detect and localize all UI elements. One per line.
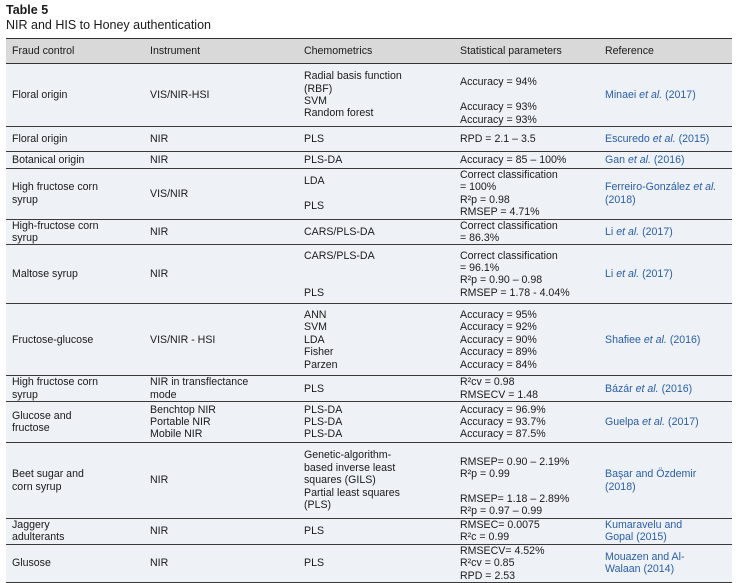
chemometrics-cell-line: PLS	[304, 557, 325, 570]
chemometrics-cell-line: Fisher	[304, 346, 334, 359]
instrument-cell-line: NIR	[150, 557, 169, 570]
fraud-control-cell	[6, 376, 144, 402]
fraud-control-cell-line: Floral origin	[12, 132, 68, 145]
statistical-parameters-cell-line: Correct classification	[460, 169, 558, 182]
chemometrics-cell	[298, 169, 454, 220]
statistical-parameters-cell	[454, 376, 599, 402]
chemometrics-cell-line: based inverse least	[304, 461, 396, 474]
statistical-parameters-cell-line: R²p = 0.90 – 0.98	[460, 274, 543, 287]
statistical-parameters-cell	[454, 304, 599, 376]
statistical-parameters-cell-line: R²cv = 0.98	[460, 376, 515, 389]
chemometrics-cell-line: PLS	[304, 525, 325, 538]
statistical-parameters-cell	[454, 127, 599, 152]
instrument-cell	[144, 544, 298, 582]
reference-cell	[599, 245, 732, 304]
reference-year: (2017)	[665, 88, 696, 101]
header-fraud-control: Fraud control	[6, 39, 144, 64]
chemometrics-cell-line: SVM	[304, 95, 327, 108]
reference-etal: et al.	[643, 333, 667, 346]
statistical-parameters-cell-line: RMSEP= 0.90 – 2.19%	[460, 455, 570, 468]
reference-etal: et al.	[639, 88, 663, 101]
instrument-cell	[144, 245, 298, 304]
chemometrics-cell-line	[304, 274, 450, 286]
statistical-parameters-cell-line: Accuracy = 96.9%	[460, 403, 546, 416]
reference-etal: et al.	[627, 153, 651, 166]
instrument-cell-line: NIR in transflectance	[150, 376, 249, 389]
chemometrics-cell-line: PLS-DA	[304, 153, 343, 166]
reference-author: Gan	[605, 153, 626, 166]
fraud-control-cell-line: High-fructose corn	[12, 219, 99, 232]
statistical-parameters-cell-line: R²p = 0.99	[460, 468, 510, 481]
chemometrics-cell-line: SVM	[304, 321, 327, 334]
statistical-parameters-cell	[454, 443, 599, 518]
table-label: Table 5	[6, 3, 49, 17]
table-row	[6, 169, 732, 220]
chemometrics-cell-line: PLS-DA	[304, 403, 343, 416]
reference-etal: et al.	[642, 416, 666, 429]
statistical-parameters-cell-line: Accuracy = 94%	[460, 76, 537, 89]
chemometrics-cell	[298, 376, 454, 402]
statistical-parameters-cell	[454, 518, 599, 544]
fraud-control-cell-line: fructose	[12, 422, 50, 435]
statistical-parameters-cell-line: = 86.3%	[460, 232, 500, 245]
fraud-control-cell-line: Beet sugar and	[12, 468, 84, 481]
reference-year: (2017)	[668, 416, 699, 429]
chemometrics-cell-line: (RBF)	[304, 82, 333, 95]
table-row	[6, 544, 732, 582]
instrument-cell-line: VIS/NIR-HSI	[150, 88, 210, 101]
chemometrics-cell-line: Radial basis function	[304, 70, 402, 83]
statistical-parameters-cell-line: Accuracy = 93%	[460, 101, 537, 114]
reference-author: Kumaravelu and	[605, 518, 683, 531]
fraud-control-cell-line: corn syrup	[12, 480, 62, 493]
instrument-cell-line: VIS/NIR - HSI	[150, 333, 216, 346]
statistical-parameters-cell-line: = 100%	[460, 181, 497, 194]
reference-year: (2018)	[605, 193, 636, 206]
reference-cell	[599, 304, 732, 376]
statistical-parameters-cell	[454, 152, 599, 169]
statistical-parameters-cell	[454, 245, 599, 304]
fraud-control-cell-line: Fructose-glucose	[12, 333, 94, 346]
fraud-control-cell-line: Botanical origin	[12, 153, 85, 166]
fraud-control-cell-line: Jaggery	[12, 518, 50, 531]
instrument-cell	[144, 443, 298, 518]
instrument-cell-line: NIR	[150, 153, 169, 166]
statistical-parameters-cell-line	[460, 443, 595, 455]
instrument-cell-line: NIR	[150, 268, 169, 281]
reference-author: Guelpa	[605, 416, 640, 429]
chemometrics-cell	[298, 304, 454, 376]
reference-year: (2016)	[661, 382, 693, 395]
instrument-cell	[144, 127, 298, 152]
instrument-cell-line: NIR	[150, 132, 169, 145]
table-body	[6, 64, 732, 583]
statistical-parameters-cell-line: RMSECV = 1.48	[460, 388, 539, 401]
statistical-parameters-cell-line	[460, 64, 595, 76]
statistical-parameters-cell-line: R²cv = 0.85	[460, 557, 515, 570]
chemometrics-cell-line: squares (GILS)	[304, 474, 376, 487]
table-caption	[6, 3, 211, 33]
table-row	[6, 64, 732, 127]
instrument-cell-line: NIR	[150, 525, 169, 538]
chemometrics-cell-line: PLS	[304, 200, 325, 213]
statistical-parameters-cell-line: = 96.1%	[460, 262, 500, 275]
statistical-parameters-cell	[454, 544, 599, 582]
reference-author: Mouazen and Al-	[605, 550, 685, 563]
reference-year: Gopal (2015)	[605, 531, 667, 544]
chemometrics-cell	[298, 64, 454, 127]
statistical-parameters-cell-line: Accuracy = 84%	[460, 358, 537, 371]
reference-cell	[599, 518, 732, 544]
reference-cell	[599, 402, 732, 443]
fraud-control-cell-line: syrup	[12, 388, 38, 401]
fraud-control-cell	[6, 518, 144, 544]
instrument-cell	[144, 402, 298, 443]
table-row	[6, 245, 732, 304]
instrument-cell-line: Portable NIR	[150, 416, 211, 429]
instrument-cell-line: Benchtop NIR	[150, 403, 216, 416]
statistical-parameters-cell-line: R²c = 0.99	[460, 531, 510, 544]
reference-etal: et al.	[652, 132, 676, 145]
chemometrics-cell-line: CARS/PLS-DA	[304, 249, 375, 262]
statistical-parameters-cell-line: Accuracy = 89%	[460, 346, 537, 359]
reference-etal: et al.	[693, 181, 717, 194]
statistical-parameters-cell	[454, 64, 599, 127]
instrument-cell	[144, 169, 298, 220]
statistical-parameters-cell-line: RMSEP = 1.78 - 4.04%	[460, 286, 570, 299]
chemometrics-cell-line: LDA	[304, 175, 325, 188]
header-reference: Reference	[599, 39, 732, 64]
reference-year: (2017)	[642, 268, 673, 281]
honey-authentication-table	[6, 38, 732, 583]
fraud-control-cell	[6, 219, 144, 245]
statistical-parameters-cell-line: RMSEP = 4.71%	[460, 206, 540, 219]
instrument-cell-line: Mobile NIR	[150, 428, 203, 441]
chemometrics-cell	[298, 544, 454, 582]
reference-cell	[599, 64, 732, 127]
fraud-control-cell	[6, 169, 144, 220]
instrument-cell-line: NIR	[150, 474, 169, 487]
chemometrics-cell-line: PLS-DA	[304, 416, 343, 429]
chemometrics-cell-line: PLS	[304, 132, 325, 145]
header-instrument: Instrument	[144, 39, 298, 64]
instrument-cell-line: mode	[150, 388, 177, 401]
table-row	[6, 304, 732, 376]
reference-author: Li	[605, 268, 614, 281]
reference-year: (2018)	[605, 480, 636, 493]
chemometrics-cell-line: Random forest	[304, 107, 374, 120]
statistical-parameters-cell-line: Accuracy = 92%	[460, 321, 537, 334]
statistical-parameters-cell-line: Correct classification	[460, 249, 558, 262]
statistical-parameters-cell-line: Accuracy = 93.7%	[460, 416, 546, 429]
chemometrics-cell	[298, 518, 454, 544]
fraud-control-cell	[6, 152, 144, 169]
reference-author: Minaei	[605, 88, 637, 101]
reference-year: Walaan (2014)	[605, 563, 675, 576]
statistical-parameters-cell-line: Accuracy = 90%	[460, 333, 537, 346]
reference-cell	[599, 127, 732, 152]
chemometrics-cell-line: PLS	[304, 382, 325, 395]
instrument-cell	[144, 304, 298, 376]
chemometrics-cell-line: Partial least squares	[304, 486, 400, 499]
reference-year: (2015)	[678, 132, 710, 145]
header-row	[6, 39, 732, 64]
statistical-parameters-cell-line	[460, 481, 595, 493]
fraud-control-cell-line: Maltose syrup	[12, 268, 78, 281]
fraud-control-cell-line: syrup	[12, 193, 38, 206]
table-row	[6, 443, 732, 518]
statistical-parameters-cell-line	[460, 89, 595, 101]
chemometrics-cell	[298, 152, 454, 169]
reference-year: (2016)	[669, 333, 701, 346]
reference-year: (2017)	[642, 225, 673, 238]
instrument-cell	[144, 376, 298, 402]
statistical-parameters-cell-line: RMSECV= 4.52%	[460, 544, 545, 557]
chemometrics-cell-line: LDA	[304, 333, 325, 346]
reference-author: Bázár	[605, 382, 633, 395]
reference-author: Escuredo	[605, 132, 650, 145]
header-chemometrics: Chemometrics	[298, 39, 454, 64]
table-row	[6, 518, 732, 544]
chemometrics-cell-line: ANN	[304, 308, 327, 321]
chemometrics-cell-line: PLS	[304, 286, 325, 299]
statistical-parameters-cell	[454, 169, 599, 220]
reference-cell	[599, 152, 732, 169]
statistical-parameters-cell-line: RPD = 2.1 – 3.5	[460, 132, 536, 145]
reference-etal: et al.	[616, 268, 640, 281]
chemometrics-cell	[298, 245, 454, 304]
chemometrics-cell-line: (PLS)	[304, 499, 332, 512]
table-row	[6, 152, 732, 169]
fraud-control-cell	[6, 544, 144, 582]
fraud-control-cell-line: Glucose and	[12, 409, 72, 422]
chemometrics-cell	[298, 219, 454, 245]
header-statistical-parameters: Statistical parameters	[454, 39, 599, 64]
table-row	[6, 219, 732, 245]
statistical-parameters-cell-line: R²p = 0.98	[460, 193, 510, 206]
table-title: NIR and HIS to Honey authentication	[6, 18, 211, 32]
instrument-cell	[144, 64, 298, 127]
reference-cell	[599, 376, 732, 402]
chemometrics-cell-line	[304, 188, 450, 200]
statistical-parameters-cell-line: Accuracy = 93%	[460, 113, 537, 126]
chemometrics-cell	[298, 443, 454, 518]
fraud-control-cell-line: High fructose corn	[12, 181, 98, 194]
fraud-control-cell-line: adulterants	[12, 531, 65, 544]
reference-year: (2016)	[653, 153, 685, 166]
reference-cell	[599, 219, 732, 245]
table-row	[6, 376, 732, 402]
statistical-parameters-cell-line: RPD = 2.53	[460, 569, 516, 582]
reference-author: Li	[605, 225, 614, 238]
reference-etal: et al.	[635, 382, 659, 395]
fraud-control-cell	[6, 443, 144, 518]
fraud-control-cell	[6, 127, 144, 152]
reference-cell	[599, 443, 732, 518]
fraud-control-cell-line: syrup	[12, 232, 38, 245]
reference-author: Shafiee	[605, 333, 641, 346]
chemometrics-cell-line: Parzen	[304, 358, 338, 371]
fraud-control-cell	[6, 402, 144, 443]
chemometrics-cell	[298, 127, 454, 152]
table-row	[6, 402, 732, 443]
statistical-parameters-cell-line: RMSEP= 1.18 – 2.89%	[460, 492, 570, 505]
reference-author: Ferreiro-González	[605, 181, 691, 194]
instrument-cell-line: NIR	[150, 225, 169, 238]
fraud-control-cell	[6, 64, 144, 127]
fraud-control-cell	[6, 245, 144, 304]
reference-cell	[599, 169, 732, 220]
chemometrics-cell	[298, 402, 454, 443]
reference-author: Başar and Özdemir	[605, 468, 697, 481]
instrument-cell	[144, 518, 298, 544]
fraud-control-cell	[6, 304, 144, 376]
statistical-parameters-cell-line: Accuracy = 87.5%	[460, 428, 546, 441]
fraud-control-cell-line: Floral origin	[12, 88, 68, 101]
fraud-control-cell-line: Glusose	[12, 557, 51, 570]
statistical-parameters-cell	[454, 402, 599, 443]
statistical-parameters-cell-line: Accuracy = 95%	[460, 308, 537, 321]
instrument-cell-line: VIS/NIR	[150, 187, 189, 200]
reference-cell	[599, 544, 732, 582]
chemometrics-cell-line	[304, 262, 450, 274]
chemometrics-cell-line: CARS/PLS-DA	[304, 225, 375, 238]
chemometrics-cell-line: Genetic-algorithm-	[304, 449, 392, 462]
instrument-cell	[144, 219, 298, 245]
reference-etal: et al.	[616, 225, 640, 238]
statistical-parameters-cell-line: R²p = 0.97 – 0.99	[460, 505, 543, 518]
statistical-parameters-cell-line: RMSEC= 0.0075	[460, 518, 540, 531]
fraud-control-cell-line: High fructose corn	[12, 376, 98, 389]
statistical-parameters-cell-line: Accuracy = 85 – 100%	[460, 153, 567, 166]
chemometrics-cell-line: PLS-DA	[304, 428, 343, 441]
statistical-parameters-cell	[454, 219, 599, 245]
table-row	[6, 127, 732, 152]
statistical-parameters-cell-line: Correct classification	[460, 219, 558, 232]
instrument-cell	[144, 152, 298, 169]
